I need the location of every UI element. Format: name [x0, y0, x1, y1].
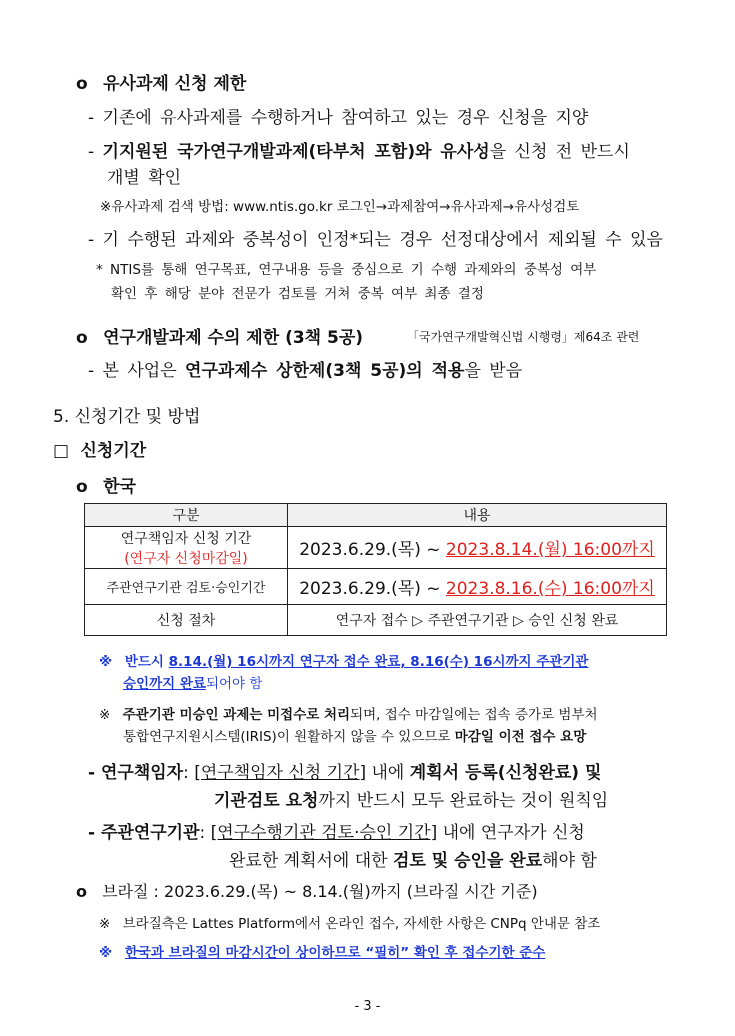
section-5-heading: 5. 신청기간 및 방법 [53, 407, 201, 427]
table-header-cell: 내용 [288, 504, 667, 527]
table-row [85, 605, 667, 636]
schedule-table [84, 503, 667, 636]
task-limit-detail: - 본 사업은 연구과제수 상한제(3책 5공)의 적용을 받음 [88, 361, 523, 381]
similar-task-detail-2: - 기지원된 국가연구개발과제(타부처 포함)와 유사성을 신청 전 반드시 [88, 142, 630, 162]
bullet: ο [76, 477, 88, 497]
similar-task-detail-1: - 기존에 유사과제를 수행하거나 참여하고 있는 경우 신청을 지양 [88, 108, 589, 128]
table-cell: 연구자 접수 ▷ 주관연구기관 ▷ 승인 신청 완료 [288, 605, 667, 636]
institution-requirement-line-2: 완료한 계획서에 대한 검토 및 승인을 완료해야 함 [229, 851, 597, 871]
table-cell: 2023.6.29.(목) ~ 2023.8.16.(수) 16:00까지 [288, 569, 667, 605]
brazil-period: ο 브라질 : 2023.6.29.(목) ~ 8.14.(월)까지 (브라질 시간 기준) [76, 882, 538, 901]
deadline-warning: ※ 한국과 브라질의 마감시간이 상이하므로 “필히” 확인 후 접수기한 준수 [99, 945, 546, 961]
pi-requirement-line-2: 기관검토 요청까지 반드시 모두 완료하는 것이 원칙임 [214, 791, 609, 811]
table-header-row [85, 504, 667, 527]
table-row [85, 569, 667, 605]
subheading-application-period [53, 436, 146, 461]
table-cell: 신청 절차 [85, 605, 288, 636]
page-number: - 3 - [354, 999, 381, 1014]
section-similar-task [76, 69, 246, 94]
section-title: 연구개발과제 수의 제한 (3책 5공) [103, 328, 364, 348]
similar-search-note: ※유사과제 검색 방법: www.ntis.go.kr 로그인→과제참여→유사과제→유사성검토 [100, 199, 580, 215]
section-title: 유사과제 신청 제한 [103, 74, 247, 94]
deadline-note-line-2: 승인까지 완료되어야 함 [123, 676, 263, 692]
bullet: ο [76, 882, 87, 901]
checkbox-square-icon: □ [53, 441, 70, 461]
unapproved-note-line-2: 통합연구지원시스템(IRIS)이 원활하지 않을 수 있으므로 마감일 이전 접수 요망 [123, 729, 587, 745]
section-task-limit [76, 323, 363, 348]
subheading-text: 신청기간 [80, 441, 147, 461]
table-cell: 2023.6.29.(목) ~ 2023.8.14.(월) 16:00까지 [288, 527, 667, 569]
table-cell: 연구책임자 신청 기간 (연구자 신청마감일) [85, 527, 288, 569]
duplication-detail: - 기 수행된 과제와 중복성이 인정*되는 경우 선정대상에서 제외될 수 있음 [88, 230, 663, 250]
korea-label: ο 한국 [76, 477, 136, 497]
ntis-note-line-2: 확인 후 해당 분야 전문가 검토를 거쳐 중복 여부 최종 결정 [111, 286, 484, 302]
unapproved-note-line-1: ※ 주관기관 미승인 과제는 미접수로 처리되며, 접수 마감일에는 접속 증가로 범부처 [99, 707, 598, 723]
table-header-cell: 구분 [85, 504, 288, 527]
brazil-note: ※ 브라질측은 Lattes Platform에서 온라인 접수, 자세한 사항은 CNPq 안내문 참조 [99, 916, 601, 932]
bullet: ο [76, 74, 88, 94]
institution-requirement-line-1: - 주관연구기관: [연구수행기관 검토·승인 기간] 내에 연구자가 신청 [88, 823, 585, 843]
similar-task-detail-2-cont: 개별 확인 [107, 168, 182, 188]
table-cell: 주관연구기관 검토·승인기간 [85, 569, 288, 605]
table-row [85, 527, 667, 569]
deadline-note-line-1: ※ 반드시 8.14.(월) 16시까지 연구자 접수 완료, 8.16(수) 16시까지 주관기관 [99, 654, 589, 670]
bullet: ο [76, 328, 88, 348]
pi-requirement-line-1: - 연구책임자: [연구책임자 신청 기간] 내에 계획서 등록(신청완료) 및 [88, 763, 602, 783]
law-reference: 「국가연구개발혁신법 시행령」제64조 관련 [407, 330, 640, 344]
ntis-note-line-1: * NTIS를 통해 연구목표, 연구내용 등을 중심으로 기 수행 과제와의 중복성 여부 [96, 262, 597, 278]
